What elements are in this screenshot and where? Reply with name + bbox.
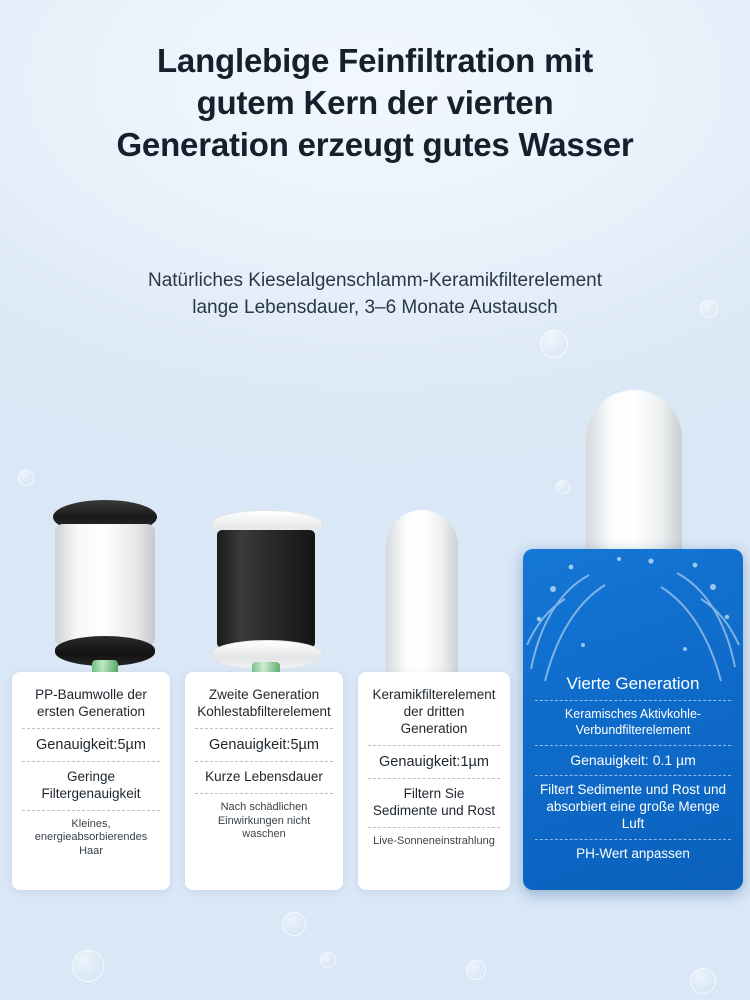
card-generation-2	[185, 672, 343, 890]
subtitle-line-1: Natürliches Kieselalgenschlamm-Keramikfilterelement	[147, 270, 603, 291]
cartridge-body	[586, 390, 682, 560]
cartridge-body	[386, 510, 458, 690]
card-accuracy: Genauigkeit:5µm	[195, 729, 333, 762]
card-note: Nach schädlichen Einwirkungen nicht waschen	[217, 800, 311, 841]
cartridge-body	[55, 524, 155, 646]
card-feature: Kurze Lebensdauer	[195, 762, 333, 794]
headline-line-3: Generation erzeugt gutes Wasser	[116, 126, 634, 164]
panel-extra: PH-Wert anpassen	[576, 845, 690, 861]
bubble-decoration	[466, 960, 486, 980]
panel-subtitle: Keramisches Aktivkohle-Verbundfilterelement	[535, 701, 731, 745]
filter-cartridge-generation-1-image	[45, 500, 165, 690]
headline-line-1: Langlebige Feinfiltration mit	[156, 42, 594, 79]
card-title: Zweite Generation Kohlestabfilterelement	[195, 680, 333, 729]
card-accuracy: Genauigkeit:5µm	[22, 729, 160, 762]
cartridge-body	[217, 530, 315, 648]
headline-line-2: gutem Kern der vierten	[196, 84, 554, 122]
filter-cartridge-generation-2-image	[205, 510, 327, 690]
panel-feature: Filtert Sedimente und Rost und absorbiert eine große Menge Luft	[535, 776, 731, 840]
card-feature: Geringe Filtergenauigkeit	[22, 762, 160, 811]
card-generation-3	[358, 672, 510, 890]
comparison-cards	[0, 672, 750, 932]
card-feature: Filtern Sie Sedimente und Rost	[368, 779, 500, 828]
card-note: Live-Sonneneinstrahlung	[373, 834, 495, 847]
panel-accuracy: Genauigkeit: 0.1 µm	[535, 746, 731, 777]
filter-cartridge-generation-3-image	[372, 510, 472, 690]
card-generation-1	[12, 672, 170, 890]
page-subtitle	[0, 268, 750, 322]
highlight-content	[523, 667, 743, 869]
page-title	[0, 40, 750, 167]
card-title: PP-Baumwolle der ersten Generation	[22, 680, 160, 729]
panel-title: Vierte Generation	[535, 667, 731, 701]
subtitle-line-2: lange Lebensdauer, 3–6 Monate Austausch	[192, 296, 558, 318]
bubble-decoration	[540, 330, 568, 358]
bubble-decoration	[690, 968, 716, 994]
bubble-decoration	[320, 952, 336, 968]
card-title: Keramikfilterelement der dritten Generation	[368, 680, 500, 746]
card-generation-4-highlight	[523, 549, 743, 890]
card-note: Kleines, energieabsorbierendes Haar	[34, 817, 148, 858]
bubble-decoration	[72, 950, 104, 982]
card-accuracy: Genauigkeit:1µm	[368, 746, 500, 779]
